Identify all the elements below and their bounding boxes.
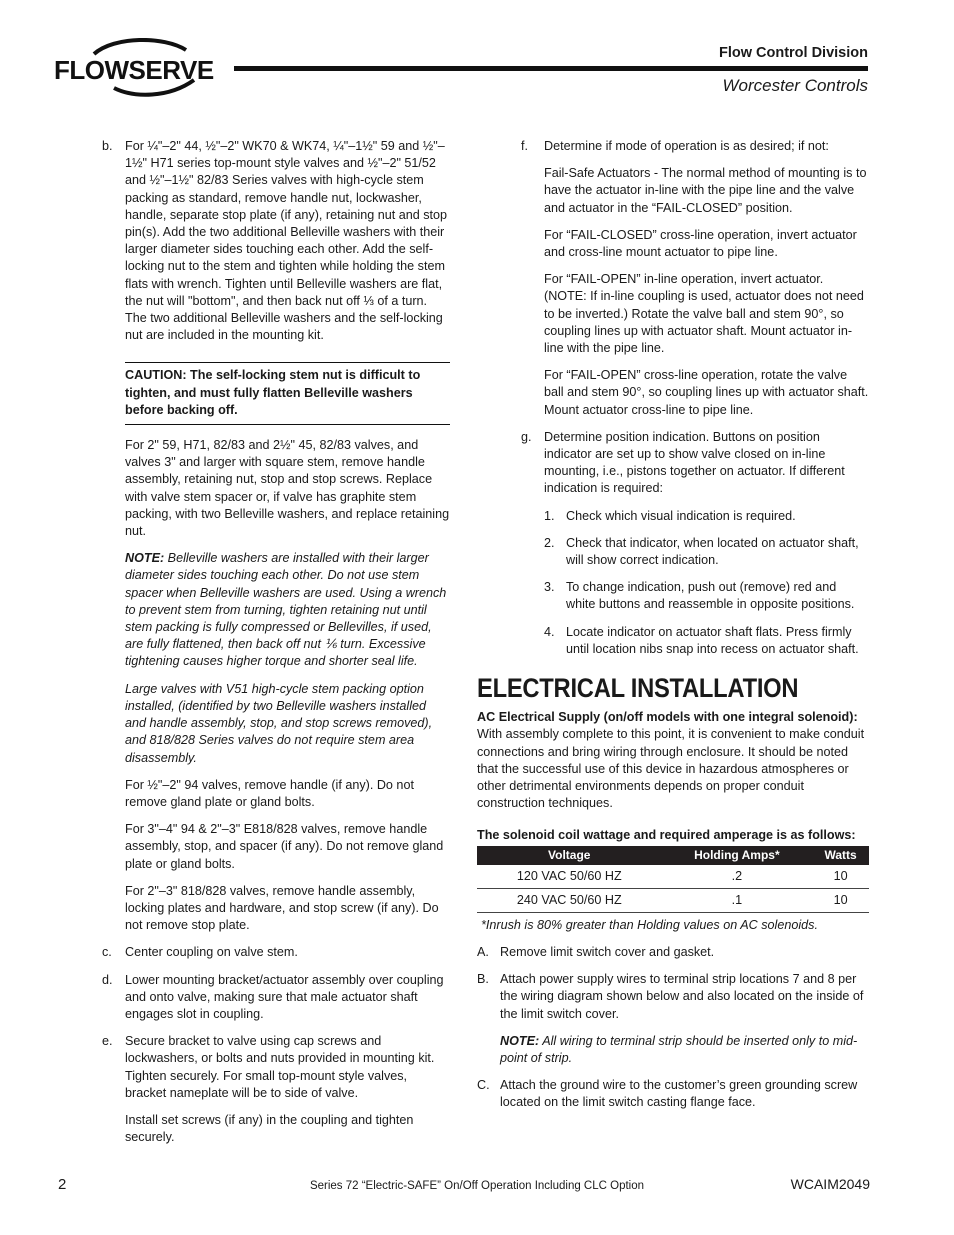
step-label: g. — [521, 429, 532, 444]
brand-title: Worcester Controls — [722, 76, 868, 95]
subheading: AC Electrical Supply (on/off models with one integral solenoid): — [477, 710, 858, 725]
step-label: C. — [477, 1078, 490, 1093]
step-text: Determine position indication. Buttons on position indicator are set up to show valve closed on in-line mounting, i.e., pistons together on actuator. If different indication is required: — [544, 429, 845, 496]
table-cell: 10 — [812, 865, 869, 889]
table-header-row — [477, 846, 869, 865]
list-number: 1. — [544, 508, 555, 523]
step-label: d. — [102, 972, 113, 987]
note-text: Belleville washers are installed with their larger diameter sides touching each other. Do not use stem spacer when Belleville washers are used. Using a wrench to prevent stem from turning, tighten retaining nut until stem packing is fully compressed or Bellevilles, if used, are fully flattened, then back off nut ⅙ turn. Excessive tightening causes higher torque and shorter seal life. — [125, 551, 447, 669]
document-code: WCAIM2049 — [790, 1176, 870, 1192]
step-label: c. — [102, 945, 112, 960]
step-label: f. — [521, 139, 528, 153]
inrush-note: *Inrush is 80% greater than Holding values on AC solenoids. — [481, 917, 818, 932]
paragraph: For ½"–2" 94 valves, remove handle (if any). Do not remove gland plate or gland bolts. — [125, 777, 414, 809]
paragraph: Large valves with V51 high-cycle stem packing option installed, (identified by two Belleville washers installed and handle assembly, stop, and stop screws removed), and 818/828 Series valves do not require stem area disassembly. — [125, 681, 433, 765]
header-rule — [234, 66, 868, 71]
note-text: All wiring to terminal strip should be inserted only to mid-point of strip. — [500, 1033, 858, 1065]
step-label: B. — [477, 972, 489, 987]
list-number: 4. — [544, 624, 555, 639]
footer-title: Series 72 “Electric-SAFE” On/Off Operation Including CLC Option — [309, 1180, 645, 1192]
step-A — [477, 944, 869, 961]
right-column — [477, 138, 869, 1122]
paragraph: For 3"–4" 94 & 2"–3" E818/828 valves, remove handle assembly, stop, and spacer (if any). Do not remove gland plate or gland bolts. — [125, 822, 444, 871]
step-f — [477, 138, 869, 419]
note-label: NOTE: — [500, 1033, 540, 1048]
paragraph: For 2"–3" 818/828 valves, remove handle assembly, locking plates and hardware, and stop screw (if any). Do not remove stop plate. — [125, 883, 439, 933]
list-item — [544, 535, 869, 569]
caution-box: CAUTION: The self-locking stem nut is difficult to tighten, and must fully flatten Belleville washers before backing off. — [125, 362, 450, 425]
step-label: A. — [477, 944, 489, 959]
step-B — [477, 971, 869, 1067]
paragraph: With assembly complete to this point, it is convenient to make conduit connections and bring wiring through enclosure. It should be noted that the successful use of this device in hazardous atmospheres or other detrimental environments depends on proper conduit construction techniques. — [477, 727, 865, 811]
column-header: Voltage — [477, 846, 662, 865]
step-text: For ¼"–2" 44, ½"–2" WK70 & WK74, ¼"–1½" 59 and ½"–1½" H71 series top-mount style valves and ½"–2" 51/52 and ½"–1½" 82/83 Series valves with high-cycle stem packing as standard, remove handle nut, lockwasher, handle, separate stop plate (if any), retaining nut and stop pin(s). Add the two additional Belleville washers with their larger diameter sides touching each other. Add the self-locking nut to the stem and tighten while holding the stem flats with wrench. Tighten until Belleville washers are flat, the nut will "bottom", and then back nut off ⅓ of a turn. The two additional Belleville washers and the self-locking nut are included in the mounting kit. — [125, 139, 448, 343]
list-text: Locate indicator on actuator shaft flats. Press firmly until location nibs snap into recess on actuator shaft. — [566, 624, 859, 656]
table-cell: 10 — [812, 888, 869, 912]
table-cell: .2 — [662, 865, 813, 889]
step-c — [102, 944, 450, 961]
table-row — [477, 888, 869, 912]
column-header: Holding Amps* — [662, 846, 813, 865]
solenoid-table — [477, 846, 869, 913]
step-text: Install set screws (if any) in the coupling and tighten securely. — [125, 1112, 414, 1145]
list-number: 2. — [544, 535, 555, 550]
step-text: Attach the ground wire to the customer’s green grounding screw located on the limit switch casting flange face. — [500, 1078, 858, 1110]
step-label: e. — [102, 1034, 113, 1049]
column-header: Watts — [812, 846, 869, 865]
table-cell: 120 VAC 50/60 HZ — [477, 865, 662, 889]
note — [500, 1033, 869, 1067]
step-g — [477, 429, 869, 658]
step-text: Attach power supply wires to terminal strip locations 7 and 8 per the wiring diagram shown below and also located on the inside of the limit switch cover. — [500, 972, 864, 1021]
step-text: Remove limit switch cover and gasket. — [500, 944, 715, 959]
list-text: Check that indicator, when located on actuator shaft, will show correct indication. — [566, 535, 859, 568]
step-text: Determine if mode of operation is as desired; if not: — [544, 139, 829, 153]
section-heading: ELECTRICAL INSTALLATION — [477, 673, 799, 704]
list-item — [544, 624, 869, 658]
list-text: To change indication, push out (remove) red and white buttons and reassemble in opposite positions. — [566, 580, 855, 612]
list-text: Check which visual indication is required. — [566, 508, 796, 523]
step-text: Lower mounting bracket/actuator assembly over coupling and onto valve, making sure that male actuator shaft engages slot in coupling. — [125, 972, 444, 1021]
paragraph: For 2" 59, H71, 82/83 and 2½" 45, 82/83 valves, and valves 3" and larger with square stem, remove handle assembly, retaining nut, stop and stop screws. Replace with valve stem spacer or, if valve has graphite stem packing, with two Belleville washers, and replace retaining nut. — [125, 438, 450, 539]
step-C — [477, 1077, 869, 1111]
list-item — [544, 579, 869, 613]
step-e — [102, 1033, 450, 1146]
step-text: Secure bracket to valve using cap screws and lockwashers, or bolts and nuts provided in mounting kit. Tighten securely. For small top-mount style valves, bracket nameplate will be to side of valve. — [125, 1034, 435, 1100]
list-number: 3. — [544, 580, 555, 595]
paragraph: For “FAIL-CLOSED” cross-line operation, invert actuator and cross-line mount actuator to pipe line. — [544, 227, 857, 260]
logo-wordmark: FLOWSERVE — [54, 55, 214, 85]
note-label: NOTE: — [125, 551, 165, 566]
paragraph: Fail-Safe Actuators - The normal method of mounting is to have the actuator in-line with the pipe line and the valve and actuator in the “FAIL-CLOSED” position. — [544, 166, 867, 215]
division-title: Flow Control Division — [718, 45, 868, 61]
flowserve-logo — [54, 38, 214, 100]
paragraph: For “FAIL-OPEN” in-line operation, invert actuator. (NOTE: If in-line coupling is used, actuator does not need to be inverted.) Rotate the valve ball and stem 90°, so coupling lines up with actuator shaft. Mount actuator in-line with the pipe line. — [544, 272, 864, 356]
table-cell: 240 VAC 50/60 HZ — [477, 888, 662, 912]
list-item — [544, 508, 869, 525]
left-column — [102, 138, 450, 1156]
table-heading: The solenoid coil wattage and required amperage is as follows: — [477, 827, 856, 842]
step-d — [102, 972, 450, 1024]
step-text: Center coupling on valve stem. — [125, 945, 298, 960]
step-label: b. — [102, 139, 113, 153]
table-cell: .1 — [662, 888, 813, 912]
table-row — [477, 865, 869, 889]
note — [102, 550, 450, 670]
step-b — [102, 138, 450, 344]
page-number: 2 — [58, 1176, 67, 1193]
paragraph: For “FAIL-OPEN” cross-line operation, rotate the valve ball and stem 90°, so coupling lines up with actuator shaft. Mount actuator cross-line to pipe line. — [544, 368, 869, 417]
